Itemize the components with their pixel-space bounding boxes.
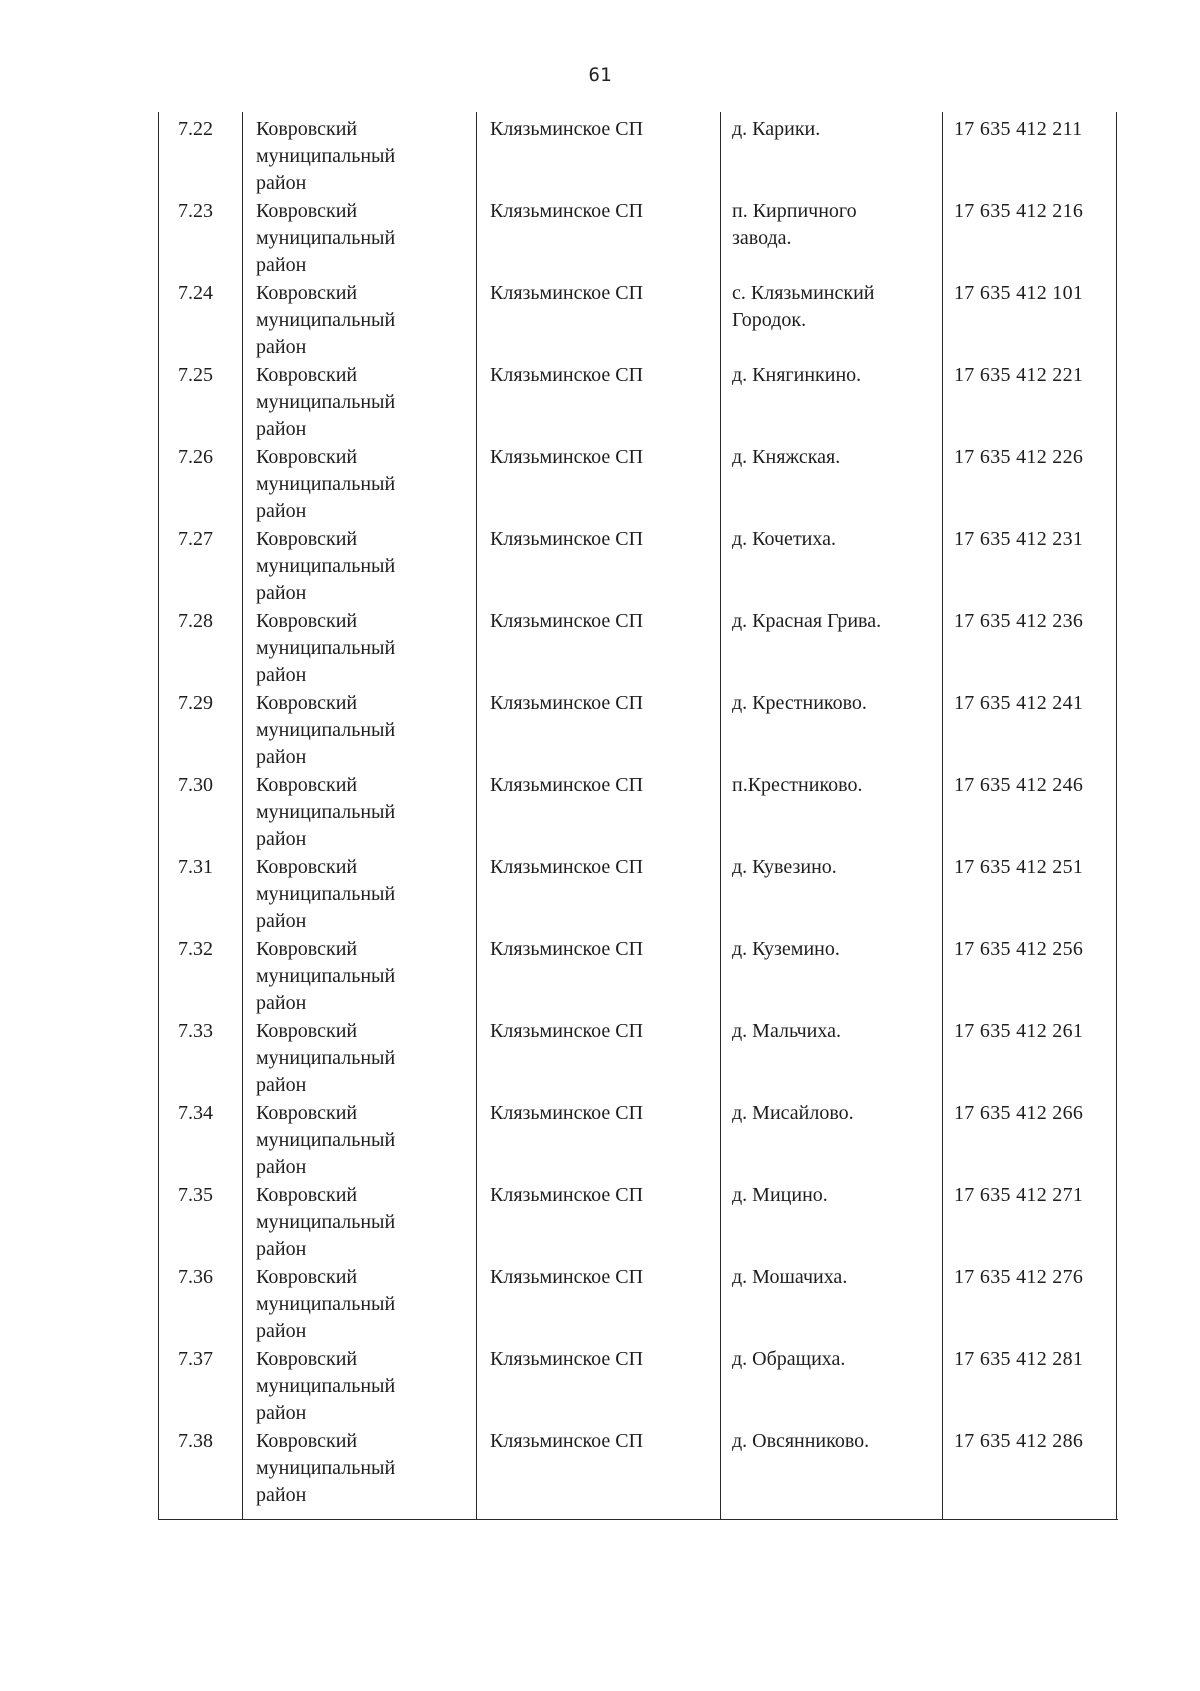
district-line: район — [256, 1156, 307, 1178]
locality-name — [732, 772, 937, 799]
district-line: Ковровский — [256, 282, 358, 304]
settlement-name: Клязьминское СП — [490, 1184, 644, 1206]
oktmo-code: 17 635 412 276 — [954, 1266, 1084, 1288]
locality-name — [732, 362, 937, 389]
district-name — [256, 444, 471, 525]
oktmo-code: 17 635 412 281 — [954, 1348, 1084, 1370]
district-line: район — [256, 1484, 307, 1506]
district-line: муниципальный — [256, 801, 396, 823]
district-line: муниципальный — [256, 965, 396, 987]
district-line: район — [256, 1320, 307, 1342]
district-name — [256, 1182, 471, 1263]
table-row — [158, 604, 1118, 686]
district-line: Ковровский — [256, 528, 358, 550]
locality-line: с. Клязьминский — [732, 282, 875, 304]
locality-line: п.Крестниково. — [732, 774, 863, 796]
district-name — [256, 362, 471, 443]
oktmo-code: 17 635 412 221 — [954, 364, 1084, 386]
district-line: район — [256, 500, 307, 522]
settlement-name: Клязьминское СП — [490, 1102, 644, 1124]
locality-line: д. Кочетиха. — [732, 528, 836, 550]
district-name — [256, 936, 471, 1017]
district-line: Ковровский — [256, 1020, 358, 1042]
district-name — [256, 772, 471, 853]
locality-line: д. Куземино. — [732, 938, 840, 960]
settlement-name: Клязьминское СП — [490, 938, 644, 960]
settlement-name: Клязьминское СП — [490, 282, 644, 304]
district-line: муниципальный — [256, 1211, 396, 1233]
oktmo-code: 17 635 412 246 — [954, 774, 1084, 796]
district-line: район — [256, 910, 307, 932]
locality-name — [732, 854, 937, 881]
district-line: муниципальный — [256, 309, 396, 331]
locality-name — [732, 1346, 937, 1373]
row-number: 7.36 — [178, 1266, 213, 1288]
district-line: муниципальный — [256, 1457, 396, 1479]
settlement-name: Клязьминское СП — [490, 856, 644, 878]
oktmo-code: 17 635 412 236 — [954, 610, 1084, 632]
locality-name — [732, 280, 937, 334]
district-line: район — [256, 664, 307, 686]
locality-line: д. Красная Грива. — [732, 610, 882, 632]
row-number: 7.22 — [178, 118, 213, 140]
row-number: 7.34 — [178, 1102, 213, 1124]
district-line: муниципальный — [256, 719, 396, 741]
settlement-name: Клязьминское СП — [490, 446, 644, 468]
table-row — [158, 1342, 1118, 1424]
locality-name — [732, 936, 937, 963]
table-row — [158, 932, 1118, 1014]
locality-name — [732, 198, 937, 252]
locality-line: д. Мошачиха. — [732, 1266, 848, 1288]
row-number: 7.37 — [178, 1348, 213, 1370]
settlement-name: Клязьминское СП — [490, 118, 644, 140]
row-number: 7.35 — [178, 1184, 213, 1206]
settlement-name: Клязьминское СП — [490, 692, 644, 714]
settlement-name: Клязьминское СП — [490, 364, 644, 386]
district-line: Ковровский — [256, 1102, 358, 1124]
settlement-name: Клязьминское СП — [490, 200, 644, 222]
locality-name — [732, 1182, 937, 1209]
oktmo-code: 17 635 412 226 — [954, 446, 1084, 468]
district-line: район — [256, 1074, 307, 1096]
table-row — [158, 440, 1118, 522]
district-line: муниципальный — [256, 1293, 396, 1315]
district-line: Ковровский — [256, 856, 358, 878]
locality-name — [732, 1100, 937, 1127]
district-line: район — [256, 746, 307, 768]
locality-line: д. Крестниково. — [732, 692, 867, 714]
locality-name — [732, 526, 937, 553]
locality-name — [732, 116, 937, 143]
locality-line: д. Овсянниково. — [732, 1430, 870, 1452]
table-row — [158, 522, 1118, 604]
row-number: 7.25 — [178, 364, 213, 386]
district-line: Ковровский — [256, 938, 358, 960]
records-table — [158, 112, 1118, 1520]
settlement-name: Клязьминское СП — [490, 528, 644, 550]
locality-line: п. Кирпичного — [732, 200, 857, 222]
locality-line: д. Карики. — [732, 118, 821, 140]
oktmo-code: 17 635 412 286 — [954, 1430, 1084, 1452]
district-line: Ковровский — [256, 1348, 358, 1370]
row-number: 7.28 — [178, 610, 213, 632]
district-line: Ковровский — [256, 692, 358, 714]
district-line: муниципальный — [256, 391, 396, 413]
table-bottom-rule — [158, 1519, 1118, 1520]
district-line: муниципальный — [256, 637, 396, 659]
locality-line: Городок. — [732, 309, 807, 331]
table-row — [158, 358, 1118, 440]
row-number: 7.33 — [178, 1020, 213, 1042]
district-name — [256, 690, 471, 771]
district-line: муниципальный — [256, 555, 396, 577]
locality-name — [732, 1428, 937, 1455]
locality-line: д. Княжская. — [732, 446, 841, 468]
row-number: 7.24 — [178, 282, 213, 304]
table-row — [158, 1178, 1118, 1260]
oktmo-code: 17 635 412 251 — [954, 856, 1084, 878]
district-line: район — [256, 582, 307, 604]
district-line: район — [256, 1402, 307, 1424]
table-row — [158, 1260, 1118, 1342]
row-number: 7.32 — [178, 938, 213, 960]
oktmo-code: 17 635 412 261 — [954, 1020, 1084, 1042]
row-number: 7.38 — [178, 1430, 213, 1452]
oktmo-code: 17 635 412 211 — [954, 118, 1083, 140]
settlement-name: Клязьминское СП — [490, 1430, 644, 1452]
district-name — [256, 198, 471, 279]
oktmo-code: 17 635 412 271 — [954, 1184, 1084, 1206]
table-row — [158, 1014, 1118, 1096]
district-line: район — [256, 992, 307, 1014]
district-line: Ковровский — [256, 118, 358, 140]
row-number: 7.31 — [178, 856, 213, 878]
locality-line: д. Обращиха. — [732, 1348, 846, 1370]
district-name — [256, 1346, 471, 1427]
district-name — [256, 526, 471, 607]
district-line: Ковровский — [256, 1266, 358, 1288]
locality-name — [732, 690, 937, 717]
table-row — [158, 1424, 1118, 1506]
district-name — [256, 116, 471, 197]
settlement-name: Клязьминское СП — [490, 1020, 644, 1042]
table-row — [158, 276, 1118, 358]
district-name — [256, 1264, 471, 1345]
locality-name — [732, 608, 937, 635]
district-line: район — [256, 828, 307, 850]
locality-line: д. Кувезино. — [732, 856, 837, 878]
district-line: Ковровский — [256, 774, 358, 796]
district-line: муниципальный — [256, 473, 396, 495]
oktmo-code: 17 635 412 256 — [954, 938, 1084, 960]
district-line: район — [256, 172, 307, 194]
district-line: муниципальный — [256, 1375, 396, 1397]
settlement-name: Клязьминское СП — [490, 610, 644, 632]
locality-name — [732, 1018, 937, 1045]
district-line: муниципальный — [256, 227, 396, 249]
oktmo-code: 17 635 412 101 — [954, 282, 1084, 304]
district-line: район — [256, 254, 307, 276]
table-row — [158, 686, 1118, 768]
locality-line: д. Мисайлово. — [732, 1102, 854, 1124]
district-name — [256, 1100, 471, 1181]
district-name — [256, 854, 471, 935]
district-name — [256, 280, 471, 361]
locality-line: д. Княгинкино. — [732, 364, 862, 386]
district-line: Ковровский — [256, 610, 358, 632]
row-number: 7.29 — [178, 692, 213, 714]
table-row — [158, 1096, 1118, 1178]
district-name — [256, 1428, 471, 1509]
row-number: 7.30 — [178, 774, 213, 796]
district-line: муниципальный — [256, 1129, 396, 1151]
table-row — [158, 112, 1118, 194]
table-row — [158, 850, 1118, 932]
settlement-name: Клязьминское СП — [490, 1266, 644, 1288]
table-row — [158, 194, 1118, 276]
district-line: Ковровский — [256, 446, 358, 468]
locality-line: д. Мицино. — [732, 1184, 828, 1206]
locality-line: д. Мальчиха. — [732, 1020, 841, 1042]
page-number: 61 — [588, 64, 612, 86]
row-number: 7.26 — [178, 446, 213, 468]
locality-name — [732, 444, 937, 471]
oktmo-code: 17 635 412 231 — [954, 528, 1084, 550]
oktmo-code: 17 635 412 216 — [954, 200, 1084, 222]
oktmo-code: 17 635 412 266 — [954, 1102, 1084, 1124]
settlement-name: Клязьминское СП — [490, 1348, 644, 1370]
district-line: Ковровский — [256, 364, 358, 386]
district-name — [256, 608, 471, 689]
row-number: 7.23 — [178, 200, 213, 222]
district-line: район — [256, 418, 307, 440]
district-line: муниципальный — [256, 1047, 396, 1069]
district-line: район — [256, 1238, 307, 1260]
district-line: Ковровский — [256, 200, 358, 222]
district-line: Ковровский — [256, 1430, 358, 1452]
district-line: муниципальный — [256, 883, 396, 905]
district-line: Ковровский — [256, 1184, 358, 1206]
settlement-name: Клязьминское СП — [490, 774, 644, 796]
row-number: 7.27 — [178, 528, 213, 550]
district-line: район — [256, 336, 307, 358]
district-name — [256, 1018, 471, 1099]
table-row — [158, 768, 1118, 850]
locality-name — [732, 1264, 937, 1291]
oktmo-code: 17 635 412 241 — [954, 692, 1084, 714]
locality-line: завода. — [732, 227, 792, 249]
district-line: муниципальный — [256, 145, 396, 167]
